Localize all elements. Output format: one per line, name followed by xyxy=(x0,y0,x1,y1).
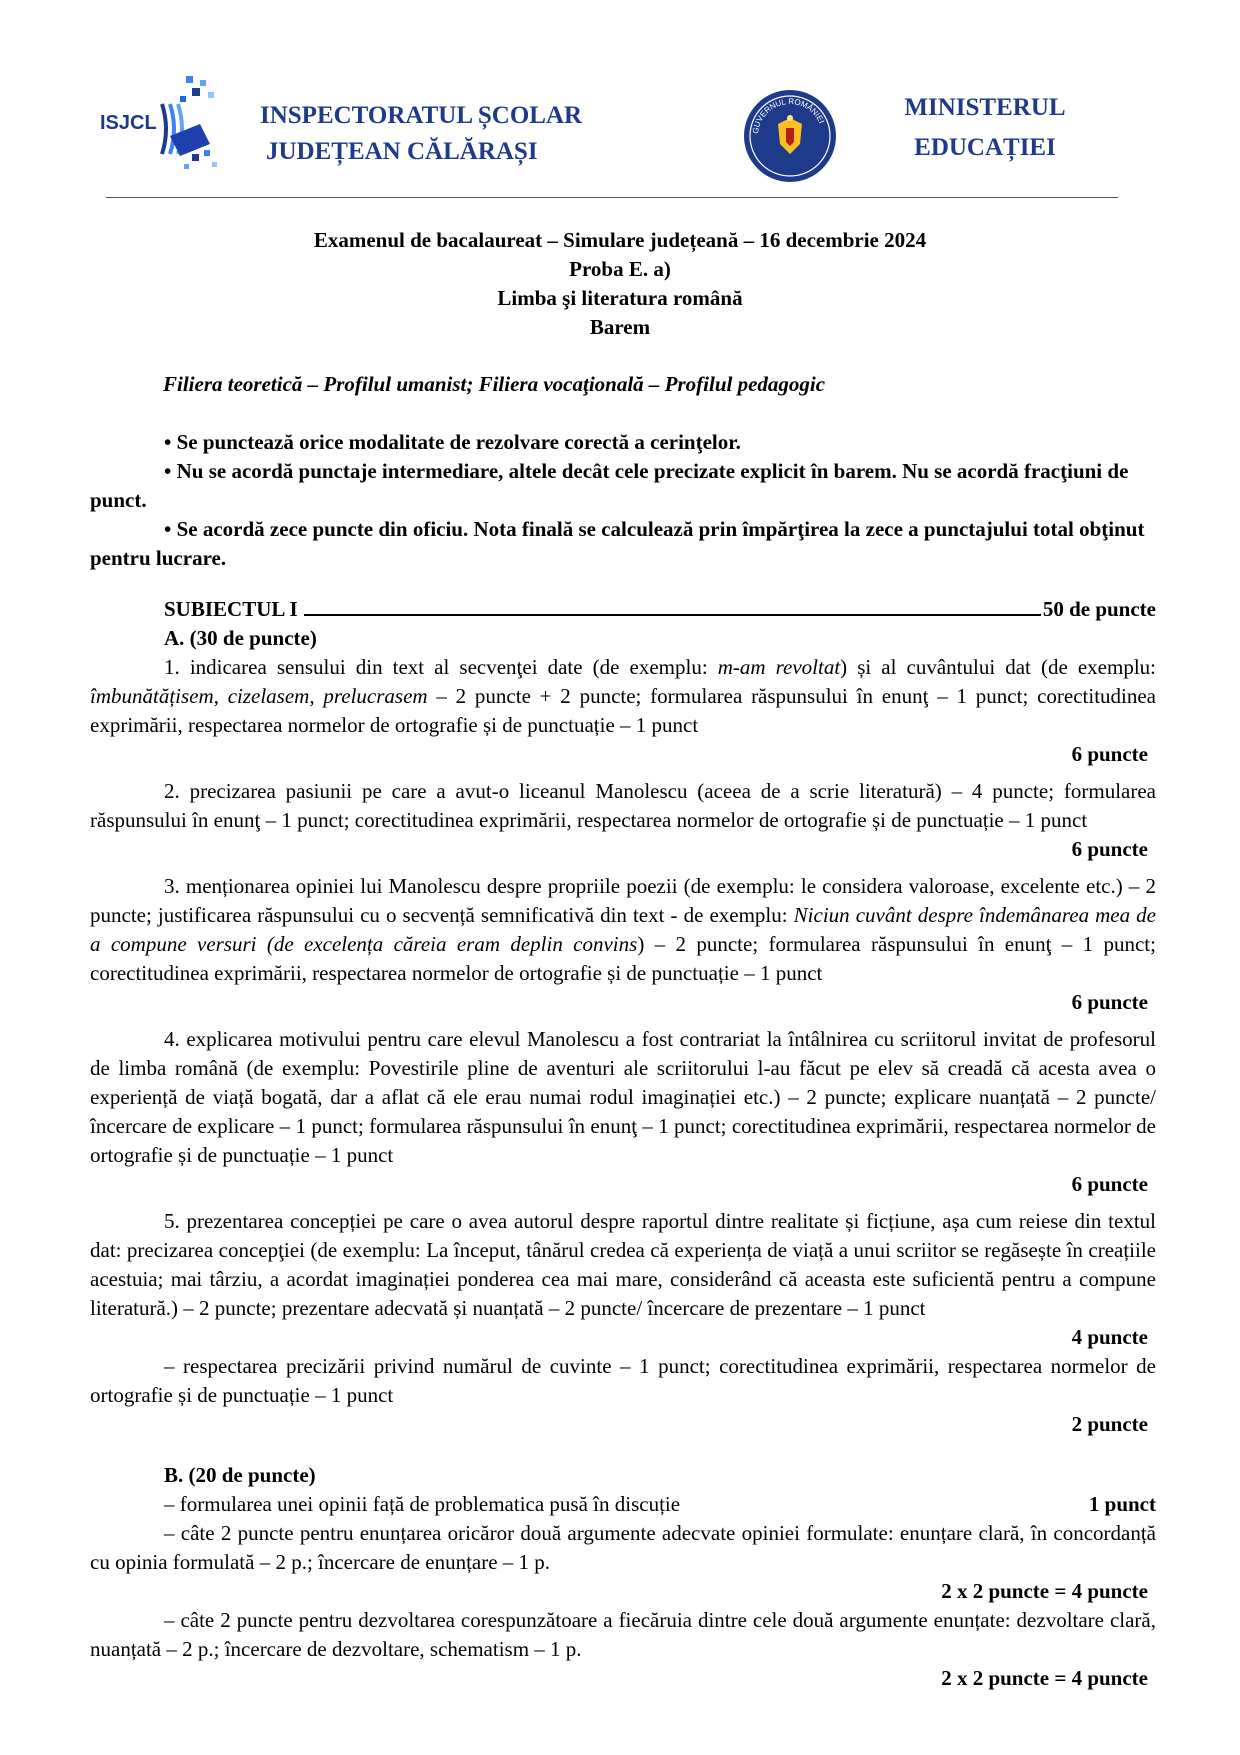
proba-title: Proba E. a) xyxy=(569,257,671,281)
seal-text: GUVERNUL ROMÂNIEI xyxy=(751,96,827,135)
item-a4: 4. explicarea motivului pentru care elevul Manolescu a fost contrariat la întâlnirea cu scriitorul invitat de profesorul de limba română (de exemplu: Povestirile pline de aventuri ale scriitorului l-au făcut pe elev să creadă că acesta avea o experiență de viață bogată, dar a aflat că ele erau numai rodul imaginației etc.) – 2 puncte; explicare nuanțată – 2 puncte/încercare de explicare – 1 punct; formularea răspunsului în enunţ – 1 punct; corectitudinea exprimării, respectarea normelor de ortografie și de punctuație – 1 punct xyxy=(90,1027,1156,1167)
item-a5: 5. prezentarea concepției pe care o avea autorul despre raportul dintre realitate și ficțiune, așa cum reiese din textul dat: precizarea concepţiei (de exemplu: La început, tânărul credea că experiența de viață a unui scriitor se regăsește în creațiile acestuia; mai târziu, a acordat imaginației ponderea cea mai mare, considerând că aceasta este suficientă pentru a compune literatură.) – 2 puncte; prezentare adecvată și nuanțată – 2 puncte/ încercare de prezentare – 1 punct xyxy=(90,1209,1156,1320)
minister-line-2: EDUCAȚIEI xyxy=(914,134,1056,161)
item-a1: 1. indicarea sensului din text al secvenţei date (de exemplu: m-am revoltat) și al cuvântului dat (de exemplu: îmbunătățisem, cizelasem, prelucrasem – 2 puncte + 2 puncte; formularea răspunsului în enunţ – 1 punct; corectitudinea exprimării, respectarea normelor de ortografie și de punctuație – 1 punct xyxy=(90,655,1156,737)
item-b1-points: 1 punct xyxy=(1088,1492,1156,1516)
minister-line-1: MINISTERUL xyxy=(904,94,1066,121)
item-a3-points: 6 puncte xyxy=(1071,990,1148,1014)
item-b3: – câte 2 puncte pentru dezvoltarea corespunzătoare a fiecăruia dintre cele două argumente enunțate: dezvoltare clară, nuanțată – 2 p.; încercare de dezvoltare, schematism – 1 p. xyxy=(90,1608,1156,1661)
exam-title: Examenul de bacalaureat – Simulare județeană – 16 decembrie 2024 xyxy=(313,228,927,252)
item-a6: – respectarea precizării privind numărul de cuvinte – 1 punct; corectitudinea exprimării, respectarea normelor de ortografie și de punctuație – 1 punct xyxy=(90,1354,1156,1407)
item-b2-points: 2 x 2 puncte = 4 puncte xyxy=(941,1579,1148,1603)
item-a1-points: 6 puncte xyxy=(1071,742,1148,766)
item-a5-points: 4 puncte xyxy=(1071,1325,1148,1349)
part-a-heading: A. (30 de puncte) xyxy=(164,626,317,650)
inspectorat-line-2: JUDEȚEAN CĂLĂRAȘI xyxy=(266,138,538,165)
item-a2-points: 6 puncte xyxy=(1071,837,1148,861)
inspectorat-name xyxy=(260,98,582,170)
minister-name xyxy=(890,88,1080,168)
subiect-points: 50 de puncte xyxy=(1042,597,1156,621)
item-a2: 2. precizarea pasiunii pe care a avut-o liceanul Manolescu (aceea de a scrie literatură) – 4 puncte; formularea răspunsului în enunţ – 1 punct; corectitudinea exprimării, respectarea normelor de ortografie și de punctuație – 1 punct xyxy=(90,779,1156,832)
svg-text:ISJCL: ISJCL xyxy=(100,112,157,134)
isjcl-logo xyxy=(100,74,230,174)
item-a3: 3. menționarea opiniei lui Manolescu despre propriile poezii (de exemplu: le considera valoroase, excelente etc.) – 2 puncte; justificarea răspunsului cu o secvență semnificativă din text - de exemplu: Niciun cuvânt despre îndemânarea mea de a compune versuri (de excelența căreia eram deplin convins) – 2 puncte; formularea răspunsului în enunţ – 1 punct; corectitudinea exprimării, respectarea normelor de ortografie și de punctuație – 1 punct xyxy=(90,874,1156,985)
barem-title: Barem xyxy=(589,315,651,339)
rule-2: • Nu se acordă punctaje intermediare, altele decât cele precizate explicit în barem. Nu se acordă fracţiuni de punct. xyxy=(90,459,1129,512)
header-divider xyxy=(106,197,1118,198)
subject-title: Limba şi literatura română xyxy=(497,286,743,310)
part-b-heading: B. (20 de puncte) xyxy=(164,1463,316,1487)
rule-3: • Se acordă zece puncte din oficiu. Nota finală se calculează prin împărţirea la zece a punctajului total obţinut pentru lucrare. xyxy=(90,517,1145,570)
inspectorat-line-1: INSPECTORATUL ȘCOLAR xyxy=(260,102,583,129)
item-b1 xyxy=(90,1490,1156,1519)
subiect-label: SUBIECTUL I xyxy=(164,597,298,621)
filiera-line: Filiera teoretică – Profilul umanist; Filiera vocaţională – Profilul pedagogic xyxy=(163,372,826,396)
barem-content xyxy=(90,428,1156,1693)
subiect-rule xyxy=(304,614,1041,616)
item-b2: – câte 2 puncte pentru enunțarea oricăror două argumente adecvate opiniei formulate: enunțare clară, în concordanță cu opinia formulată – 2 p.; încercare de enunțare – 1 p. xyxy=(90,1521,1156,1574)
document-titles xyxy=(90,226,1150,342)
government-seal xyxy=(742,88,838,184)
subiect-heading xyxy=(90,595,1156,624)
item-b1-text: – formularea unei opinii față de problematica pusă în discuție xyxy=(164,1492,681,1516)
item-a4-points: 6 puncte xyxy=(1071,1172,1148,1196)
item-b3-points: 2 x 2 puncte = 4 puncte xyxy=(941,1666,1148,1690)
rule-1: • Se punctează orice modalitate de rezolvare corectă a cerinţelor. xyxy=(164,430,741,454)
document-header xyxy=(90,70,1120,200)
item-a6-points: 2 puncte xyxy=(1071,1412,1148,1436)
